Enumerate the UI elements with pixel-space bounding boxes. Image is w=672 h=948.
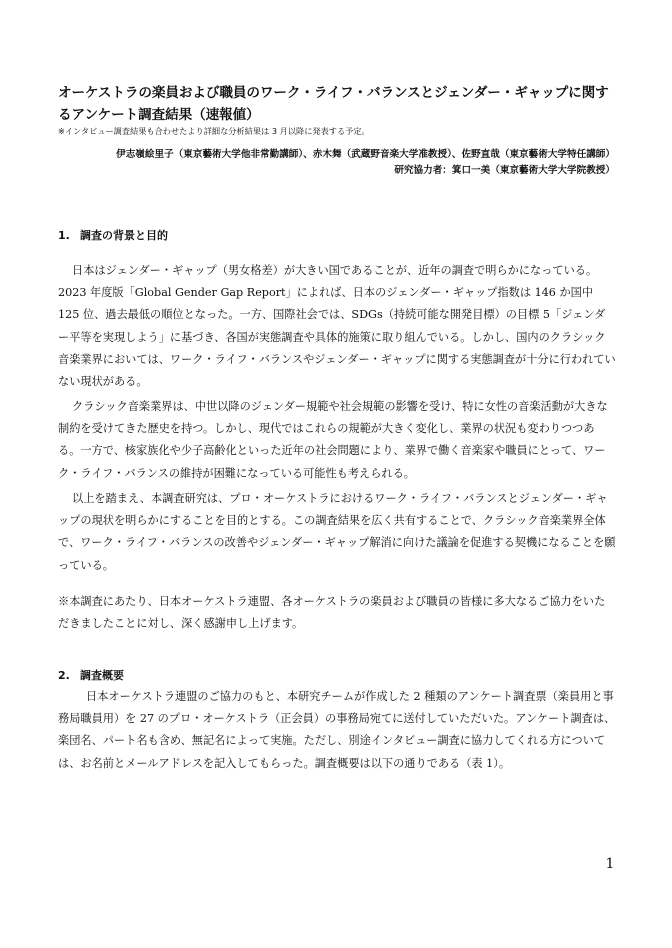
section-1-heading xyxy=(58,228,618,244)
section-1-number: 1. xyxy=(58,229,70,242)
section-1-paragraph-3 xyxy=(58,488,616,577)
document-title: オーケストラの楽員および職員のワーク・ライフ・バランスとジェンダー・ギャップに関するアンケート調査結果（速報値） xyxy=(58,85,609,123)
section-1-title: 調査の背景と目的 xyxy=(80,229,168,242)
section-2-paragraph xyxy=(58,686,616,775)
acknowledgement: ※本調査にあたり、日本オーケストラ連盟、各オーケストラの楽員および職員の皆様に多大なるご協力をいただきましたことに対し、深く感謝申し上げます。 xyxy=(58,595,606,631)
section-2-heading xyxy=(58,668,618,684)
author-block xyxy=(58,147,615,179)
section-1-paragraph-2 xyxy=(58,396,616,485)
authors-line: 伊志嶺絵里子（東京藝術大学他非常勤講師）、赤木舞（武蔵野音楽大学准教授）、佐野直哉（東京藝術大学特任講師） xyxy=(116,149,615,160)
paragraph-text: クラシック音楽業界は、中世以降のジェンダー規範や社会規範の影響を受け、特に女性の音楽活動が大きな制約を受けてきた歴史を持つ。しかし、現代ではこれらの規範が大きく変化し、業界の状況も変わりつつある。一方で、核家族化や少子高齢化といった近年の社会問題により、業界で働く音楽家や職員にとって、ワーク・ライフ・バランスの維持が困難になっている可能性も考えられる。 xyxy=(58,400,608,480)
section-2-title: 調査概要 xyxy=(80,669,124,682)
paragraph-text: 日本オーケストラ連盟のご協力のもと、本研究チームが作成した 2 種類のアンケート調査票（楽員用と事務局職員用）を 27 のプロ・オーケストラ（正会員）の事務局宛てに送付していただいた。アンケート調査は、楽団名、パート名も含め、無記名によって実施。ただし、別途インタビュー調査に協力してくれる方については、お名前とメールアドレスを記入してもらった。調査概要は以下の通りである（表 1）。 xyxy=(58,690,616,770)
cooperator-line: 研究協力者：箕口一美（東京藝術大学大学院教授） xyxy=(394,165,615,176)
paragraph-text: 以上を踏まえ、本調査研究は、プロ・オーケストラにおけるワーク・ライフ・バランスとジェンダー・ギャップの現状を明らかにすることを目的とする。この調査結果を広く共有することで、クラシック音楽業界全体で、ワーク・ライフ・バランスの改善やジェンダー・ギャップ解消に向けた議論を促進する契機になることを願っている。 xyxy=(58,492,616,572)
section-2-number: 2. xyxy=(58,669,70,682)
preliminary-note: ※インタビュー調査結果も合わせたより詳細な分析結果は 3 月以降に発表する予定。 xyxy=(58,126,370,136)
page-number: 1 xyxy=(605,856,615,872)
section-1-paragraph-1 xyxy=(58,260,616,393)
paragraph-text: 日本はジェンダー・ギャップ（男女格差）が大きい国であることが、近年の調査で明らかになっている。2023 年度版「Global Gender Gap Report」によれば、日本のジェンダー・ギャップ指数は 146 か国中 125 位、過去最低の順位となった。一方、国際社会では、SDGs（持続可能な開発目標）の目標 5「ジェンダー平等を実現しよう」に基づき、各国が実態調査や具体的施策に取り組んでいる。しかし、国内のクラシック音楽業界においては、ワーク・ライフ・バランスやジェンダー・ギャップに関する実態調査が十分に行われていない現状がある。 xyxy=(58,264,616,389)
